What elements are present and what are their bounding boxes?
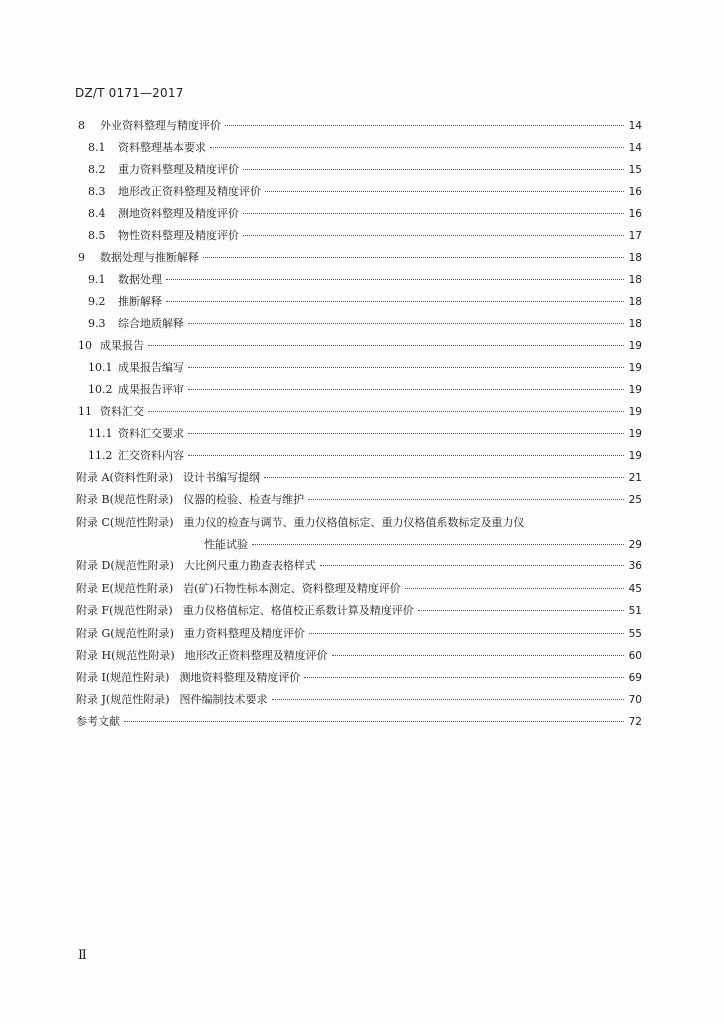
dot-leader [166, 301, 624, 302]
toc-entry-page: 51 [628, 605, 642, 617]
toc-entry[interactable] [76, 582, 642, 596]
toc-entry-title: 地形改正资料整理及精度评价 [184, 649, 328, 662]
toc-entry-page: 14 [628, 120, 642, 132]
toc-entry[interactable] [78, 405, 642, 419]
toc-entry-page: 19 [628, 428, 642, 440]
toc-entry-title: 参考文献 [76, 715, 120, 728]
toc-entry-page: 17 [628, 230, 642, 242]
toc-entry-title: 资料汇交 [100, 405, 144, 418]
dot-leader [166, 279, 624, 280]
toc-entry[interactable] [78, 119, 642, 133]
dot-leader [405, 588, 624, 589]
toc-entry[interactable] [76, 559, 642, 573]
dot-leader [225, 125, 624, 126]
toc-entry-number: 附录 C(规范性附录) [76, 516, 174, 529]
toc-entry-title: 汇交资料内容 [118, 449, 184, 462]
toc-entry[interactable] [88, 141, 642, 155]
toc-entry[interactable] [76, 471, 642, 485]
toc-entry-page: 19 [628, 450, 642, 462]
toc-entry-page: 18 [628, 274, 642, 286]
toc-entry-number: 9 [78, 251, 85, 264]
toc-entry-number: 附录 G(规范性附录) [76, 627, 174, 640]
toc-entry[interactable] [88, 185, 642, 199]
toc-entry-title: 成果报告编写 [118, 361, 184, 374]
toc-entry[interactable] [76, 516, 525, 530]
toc-entry-title: 测地资料整理及精度评价 [179, 671, 301, 684]
toc-entry-page: 19 [628, 406, 642, 418]
toc-entry-number: 8 [78, 119, 85, 132]
toc-entry-title-continuation: 性能试验 [204, 538, 248, 551]
document-code: DZ/T 0171—2017 [75, 86, 184, 100]
toc-entry-page: 16 [628, 208, 642, 220]
toc-entry-page: 18 [628, 318, 642, 330]
toc-entry-title: 大比例尺重力勘查表格样式 [183, 559, 316, 572]
dot-leader [243, 213, 624, 214]
toc-entry-title: 测地资料整理及精度评价 [118, 207, 239, 220]
dot-leader [304, 677, 624, 678]
toc-entry-number: 9.3 [88, 317, 106, 330]
dot-leader [272, 699, 625, 700]
toc-entry[interactable] [88, 273, 642, 287]
toc-entry-page: 18 [628, 296, 642, 308]
toc-entry-page: 19 [628, 384, 642, 396]
toc-entry[interactable] [88, 361, 642, 375]
toc-entry-title: 岩(矿)石物性标本测定、资料整理及精度评价 [183, 582, 401, 595]
toc-entry-page: 36 [628, 560, 642, 572]
toc-entry-title: 重力资料整理及精度评价 [118, 163, 239, 176]
toc-entry[interactable] [88, 449, 642, 463]
dot-leader [124, 721, 624, 722]
toc-entry-continuation[interactable] [204, 538, 642, 552]
toc-entry-title: 重力仪的检查与调节、重力仪格值标定、重力仪格值系数标定及重力仪 [183, 516, 525, 529]
toc-entry-title: 仪器的检验、检查与维护 [183, 493, 305, 506]
toc-entry[interactable] [76, 649, 642, 663]
toc-entry-page: 45 [628, 583, 642, 595]
toc-entry-page: 15 [628, 164, 642, 176]
toc-entry-number: 10.2 [88, 383, 113, 396]
dot-leader [320, 565, 624, 566]
toc-entry-title: 资料整理基本要求 [118, 141, 206, 154]
toc-entry[interactable] [88, 207, 642, 221]
dot-leader [188, 323, 624, 324]
toc-entry-number: 11.1 [88, 427, 113, 440]
page-number: Ⅱ [78, 948, 87, 963]
toc-entry-title: 地形改正资料整理及精度评价 [118, 185, 261, 198]
toc-entry-page: 69 [628, 672, 642, 684]
dot-leader [308, 499, 624, 500]
toc-entry-number: 8.5 [88, 229, 106, 242]
dot-leader [243, 169, 624, 170]
toc-entry-number: 附录 I(规范性附录) [76, 671, 170, 684]
toc-entry-title: 图件编制技术要求 [179, 693, 268, 706]
toc-entry-page: 25 [628, 494, 642, 506]
toc-entry-title: 数据处理 [118, 273, 162, 286]
toc-entry[interactable] [88, 295, 642, 309]
toc-entry[interactable] [76, 671, 642, 685]
dot-leader [188, 433, 624, 434]
toc-entry[interactable] [78, 251, 642, 265]
toc-entry-number: 附录 E(规范性附录) [76, 582, 174, 595]
toc-entry-number: 10.1 [88, 361, 113, 374]
toc-entry-page: 19 [628, 362, 642, 374]
toc-entry-page: 55 [628, 628, 642, 640]
dot-leader [188, 455, 624, 456]
toc-entry-number: 8.3 [88, 185, 106, 198]
toc-entry-number: 附录 A(资料性附录) [76, 471, 174, 484]
toc-entry-number: 附录 B(规范性附录) [76, 493, 174, 506]
dot-leader [265, 191, 624, 192]
toc-entry[interactable] [76, 493, 642, 507]
toc-entry-page: 19 [628, 340, 642, 352]
toc-entry-title: 设计书编写提纲 [183, 471, 261, 484]
dot-leader [243, 235, 624, 236]
dot-leader [203, 257, 624, 258]
toc-entry-page: 16 [628, 186, 642, 198]
dot-leader [252, 544, 624, 545]
dot-leader [264, 477, 624, 478]
toc-entry-number: 8.1 [88, 141, 106, 154]
toc-entry-number: 10 [78, 339, 92, 352]
toc-entry-title: 推断解释 [118, 295, 162, 308]
dot-leader [210, 147, 624, 148]
toc-entry-title: 数据处理与推断解释 [100, 251, 199, 264]
toc-entry-number: 11.2 [88, 449, 113, 462]
toc-entry[interactable] [78, 339, 642, 353]
toc-entry[interactable] [76, 693, 642, 707]
toc-entry[interactable] [76, 627, 642, 641]
dot-leader [188, 389, 624, 390]
toc-entry[interactable] [76, 604, 642, 618]
dot-leader [332, 655, 624, 656]
toc-entry-number: 11 [78, 405, 92, 418]
dot-leader [148, 411, 624, 412]
toc-entry-number: 附录 J(规范性附录) [76, 693, 170, 706]
toc-entry-title: 资料汇交要求 [118, 427, 184, 440]
toc-entry-title: 重力资料整理及精度评价 [183, 627, 305, 640]
toc-entry[interactable] [88, 229, 642, 243]
toc-entry-title: 物性资料整理及精度评价 [118, 229, 239, 242]
toc-entry-title: 成果报告 [100, 339, 144, 352]
toc-entry-page: 21 [628, 472, 642, 484]
dot-leader [148, 345, 624, 346]
toc-entry-number: 9.2 [88, 295, 106, 308]
dot-leader [188, 367, 624, 368]
toc-entry-page: 60 [628, 650, 642, 662]
toc-entry-page: 72 [628, 716, 642, 728]
toc-entry-page: 18 [628, 252, 642, 264]
toc-entry[interactable] [88, 383, 642, 397]
toc-entry-page: 70 [628, 694, 642, 706]
toc-entry-page: 29 [628, 539, 642, 551]
toc-entry-number: 附录 F(规范性附录) [76, 604, 173, 617]
toc-entry-title: 综合地质解释 [118, 317, 184, 330]
toc-entry[interactable] [76, 715, 642, 729]
toc-entry-number: 附录 H(规范性附录) [76, 649, 175, 662]
toc-entry[interactable] [88, 427, 642, 441]
toc-entry[interactable] [88, 317, 642, 331]
toc-entry-number: 附录 D(规范性附录) [76, 559, 174, 572]
toc-entry-title: 成果报告评审 [118, 383, 184, 396]
dot-leader [418, 610, 624, 611]
toc-entry-title: 外业资料整理与精度评价 [100, 119, 221, 132]
toc-entry-number: 8.4 [88, 207, 106, 220]
toc-entry-page: 14 [628, 142, 642, 154]
toc-entry-number: 9.1 [88, 273, 106, 286]
toc-entry[interactable] [88, 163, 642, 177]
toc-entry-number: 8.2 [88, 163, 106, 176]
dot-leader [309, 633, 624, 634]
toc-entry-title: 重力仪格值标定、格值校正系数计算及精度评价 [182, 604, 414, 617]
